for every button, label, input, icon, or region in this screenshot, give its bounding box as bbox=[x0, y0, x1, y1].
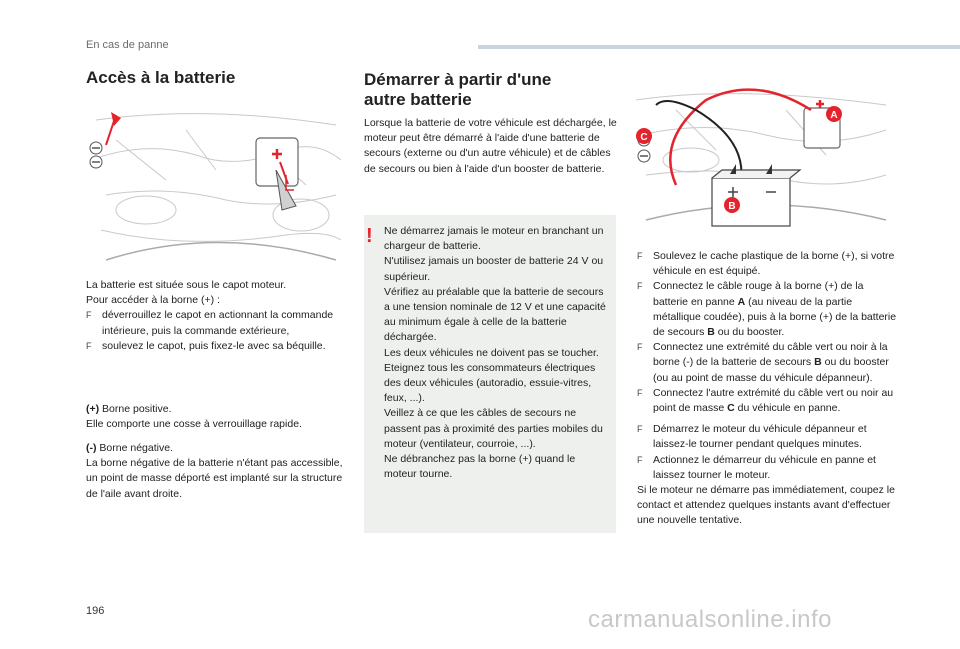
closing-note: Si le moteur ne démarre pas immédiatement, coupez le contact et attendez quelques instants avant d'effectuer une nouvelle tentative. bbox=[637, 484, 895, 527]
battery-location-block bbox=[86, 278, 346, 354]
watermark: carmanualsonline.info bbox=[588, 606, 832, 633]
title-battery-access: Accès à la batterie bbox=[86, 68, 236, 87]
step-lift-cover: F Soulevez le cache plastique de la borne (+), si votre véhicule en est équipé. bbox=[637, 249, 897, 279]
warning-line: Ne débranchez pas la borne (+) quand le moteur tourne. bbox=[384, 453, 576, 481]
negative-label: Borne négative. bbox=[96, 442, 173, 454]
positive-marker: (+) bbox=[86, 403, 100, 415]
intro-line-1: La batterie est située sous le capot moteur. bbox=[86, 279, 287, 291]
negative-marker: (-) bbox=[86, 442, 97, 454]
step-red-cable bbox=[637, 279, 897, 340]
label-c: C bbox=[640, 132, 648, 143]
step-red-cable-mid: (au niveau de la partie métallique coudée), puis à la borne (+) de la batterie de secours bbox=[653, 295, 897, 339]
warning-line: Eteignez tous les consommateurs électriques des deux véhicules (autoradio, essuie-vitres, feux, ...). bbox=[384, 361, 596, 405]
step-red-cable-post: ou du booster. bbox=[714, 326, 785, 339]
ref-a: A bbox=[737, 295, 746, 308]
positive-description: Elle comporte une cosse à verrouillage rapide. bbox=[86, 418, 302, 431]
jump-start-intro: Lorsque la batterie de votre véhicule est déchargée, le moteur peut être démarré à l'aide d'une batterie de secours (externe ou d'un autre véhicule) et de câbles de secours ou bien à l'aide d'un booster de batterie. bbox=[364, 117, 617, 175]
warning-text bbox=[384, 224, 606, 482]
step-ground-point bbox=[637, 386, 897, 416]
battery-access-illustration bbox=[86, 100, 344, 270]
warning-line: Les deux véhicules ne doivent pas se toucher. bbox=[384, 346, 599, 359]
ref-c: C bbox=[727, 402, 735, 415]
bullet-lift-bonnet: F soulevez le capot, puis fixez-le avec sa béquille. bbox=[86, 339, 346, 354]
warning-line: N'utilisez jamais un booster de batterie 24 V ou supérieur. bbox=[384, 255, 604, 283]
step-black-cable bbox=[637, 340, 897, 386]
title-jump-start bbox=[364, 70, 604, 110]
step-start-donor: F Démarrez le moteur du véhicule dépanneur et laissez-le tourner pendant quelques minutes. bbox=[637, 422, 897, 452]
label-a: A bbox=[830, 110, 838, 121]
step-red-cable-pre: Connectez le câble rouge à la borne (+) de la batterie en panne bbox=[653, 280, 864, 308]
jump-start-illustration bbox=[636, 80, 892, 240]
warning-line: Ne démarrez jamais le moteur en branchant un chargeur de batterie. bbox=[384, 225, 604, 253]
warning-line: Vérifiez au préalable que la batterie de secours a une tension nominale de 12 V et une capacité au minimum égale à celle de la batterie déchargée. bbox=[384, 285, 606, 344]
ref-b: B bbox=[814, 356, 822, 369]
bullet-unlock-bonnet: F déverrouillez le capot en actionnant la commande intérieure, puis la commande extérieure, bbox=[86, 308, 346, 338]
negative-description: La borne négative de la batterie n'étant pas accessible, un point de masse déporté est implanté sur la structure de l'aile avant droite. bbox=[86, 457, 343, 500]
warning-icon: ! bbox=[366, 225, 373, 247]
header-bar bbox=[478, 45, 960, 49]
step-ground-pre: Connectez l'autre extrémité du câble vert ou noir au point de masse bbox=[653, 386, 894, 415]
step-black-cable-post: ou du booster (ou au point de masse du véhicule dépanneur). bbox=[653, 356, 889, 384]
warning-line: Veillez à ce que les câbles de secours ne passent pas à proximité des parties mobiles du moteur (ventilateur, courroie, ...). bbox=[384, 407, 603, 450]
title-jump-start-line1: Démarrer à partir d'une bbox=[364, 70, 552, 89]
positive-label: Borne positive. bbox=[99, 403, 172, 415]
intro-line-2: Pour accéder à la borne (+) : bbox=[86, 294, 220, 307]
title-jump-start-line2: autre batterie bbox=[364, 90, 472, 109]
step-black-cable-pre: Connectez une extrémité du câble vert ou noir à la borne (-) de la batterie de secours bbox=[653, 341, 888, 369]
ref-b: B bbox=[707, 326, 715, 339]
positive-terminal-block bbox=[86, 402, 348, 432]
step-crank-engine: F Actionnez le démarreur du véhicule en panne et laissez tourner le moteur. bbox=[637, 453, 897, 483]
negative-terminal-block bbox=[86, 441, 348, 502]
section-label: En cas de panne bbox=[86, 39, 169, 51]
jump-start-steps bbox=[637, 249, 897, 529]
step-ground-post: du véhicule en panne. bbox=[734, 402, 841, 415]
page-number: 196 bbox=[86, 605, 105, 617]
label-b: B bbox=[728, 201, 736, 212]
